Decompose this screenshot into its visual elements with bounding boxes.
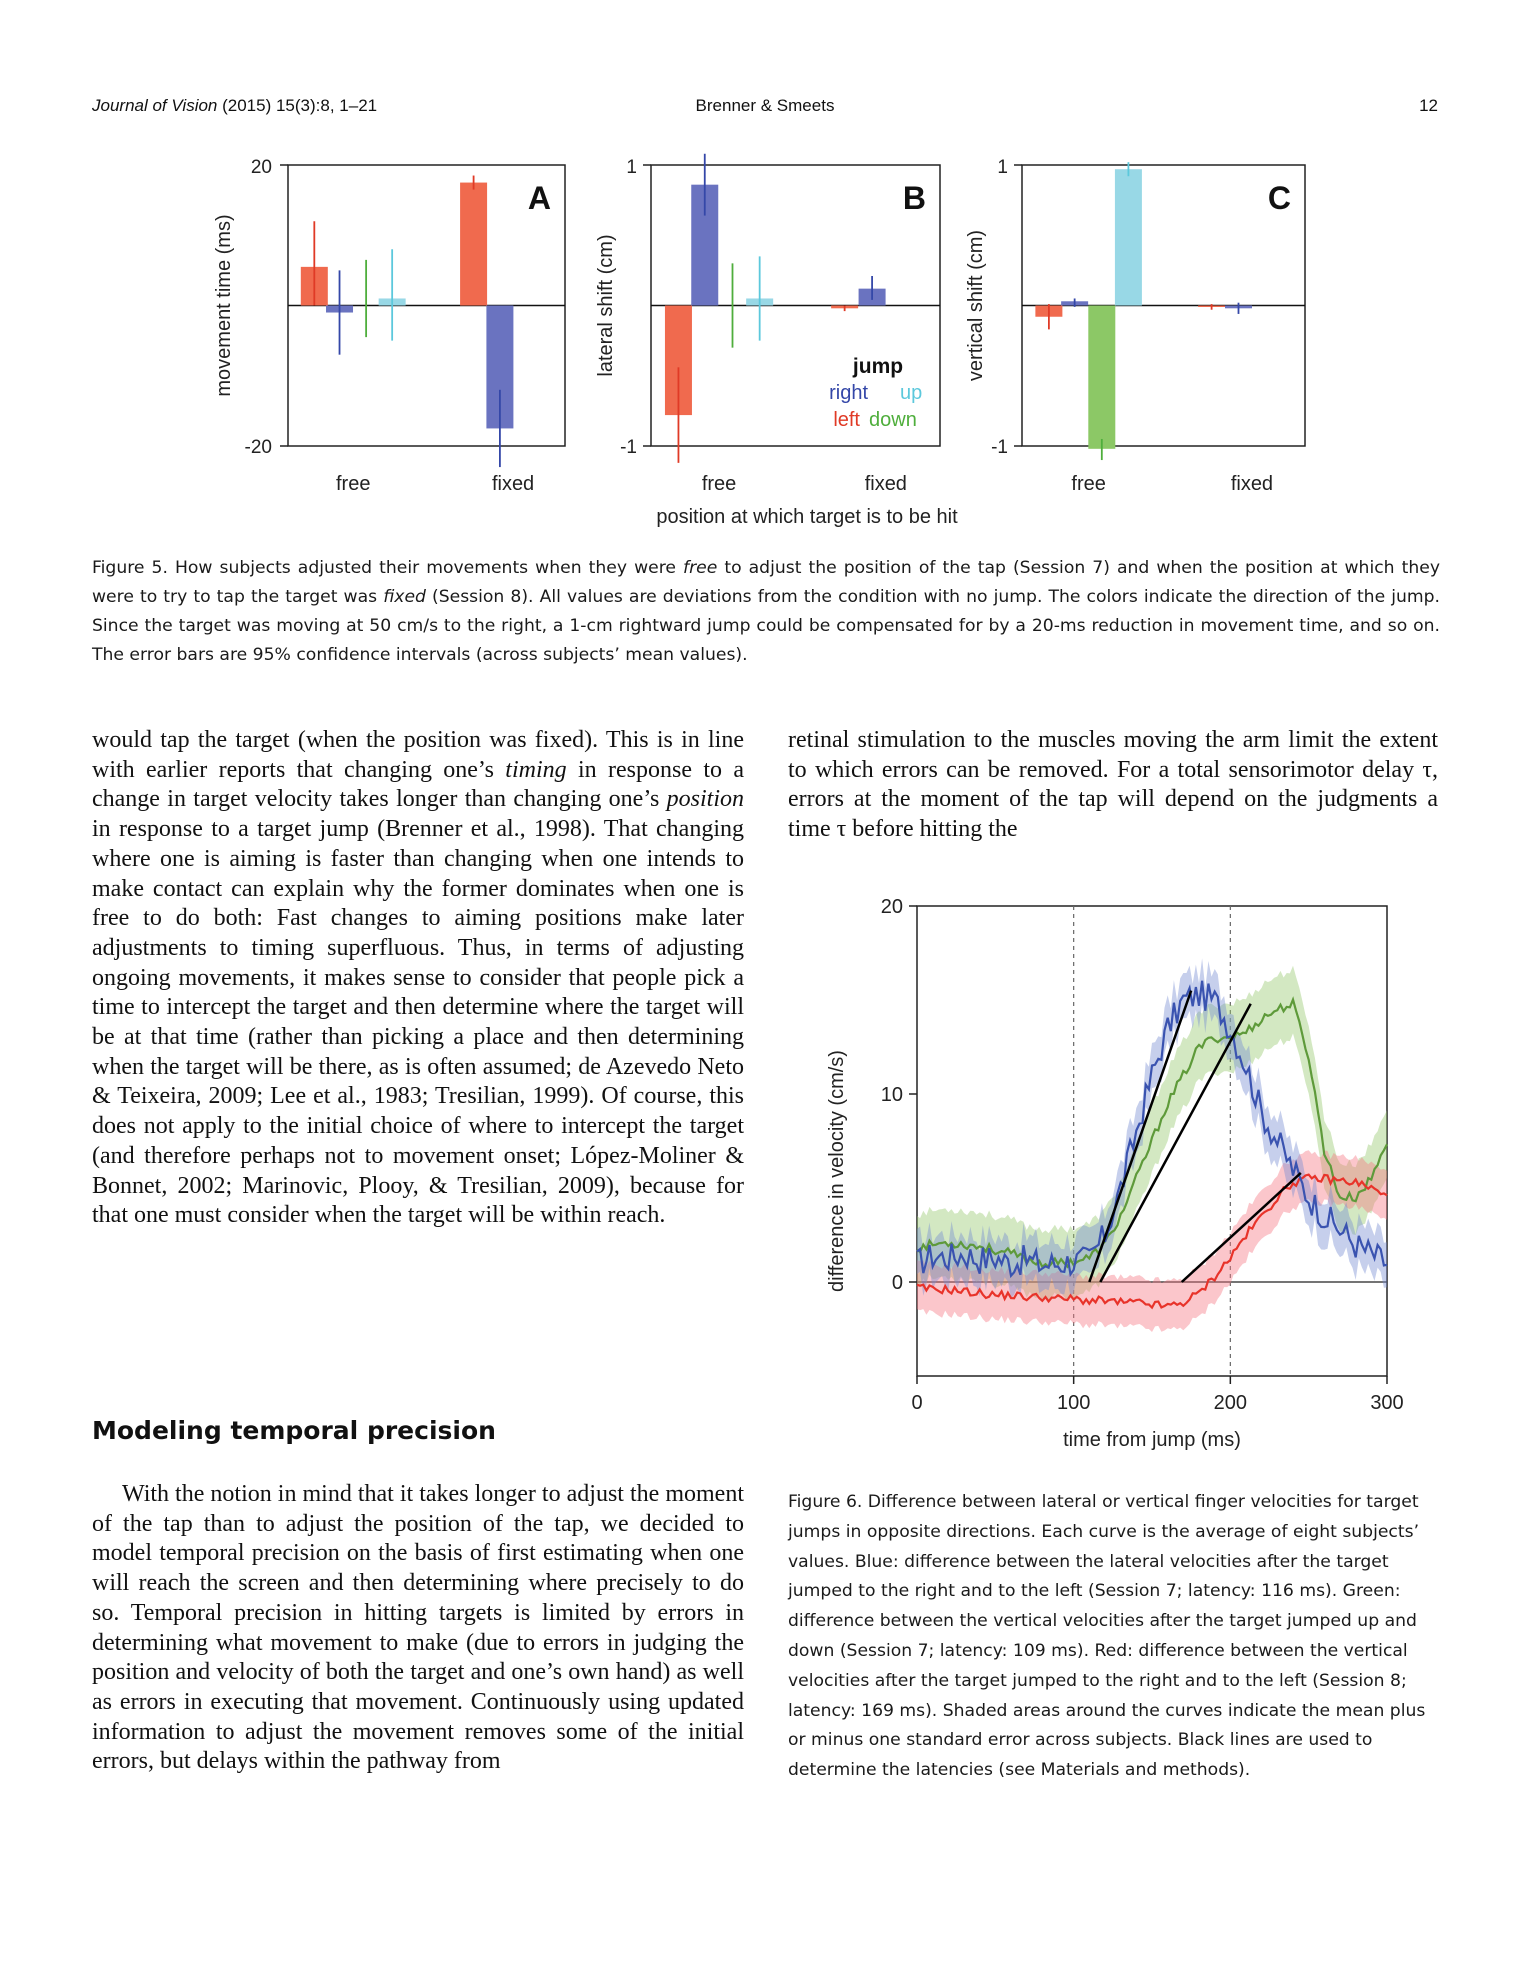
caption-fixed: fixed bbox=[383, 587, 426, 607]
fig6-frame bbox=[917, 906, 1387, 1376]
legend-title: jump bbox=[852, 355, 904, 378]
fig6-band-red bbox=[917, 1150, 1387, 1332]
left-column-paragraph-2: With the notion in mind that it takes longer to adjust the moment of the tap than to adjust the position of the tap, we decided to model temporal precision on the basis of first estimating when one will reach the screen and then determining where precisely to do so. Temporal precision in hitting targets is limited by errors in determining what movement to make (due to errors in judging the position and velocity of both the target and one’s own hand) as well as errors in executing that movement. Continuously using updated information to adjust the movement removes some of the initial errors, but delays within the pathway from bbox=[92, 1481, 744, 1775]
fig6-band-blue bbox=[917, 958, 1387, 1298]
fig6-band-green bbox=[917, 966, 1387, 1301]
fig6-ytick-label-10: 10 bbox=[880, 1084, 903, 1106]
fig6-line-blue bbox=[917, 981, 1387, 1276]
panel-c-letter: C bbox=[1267, 180, 1291, 216]
journal-citation: (2015) 15(3):8, 1–21 bbox=[222, 96, 378, 115]
panel-c-category-fixed: fixed bbox=[1230, 473, 1274, 495]
para-text-a: would tap the target (when the position was fixed). This is in line with earlier reports that changing one’s bbox=[92, 727, 744, 783]
panel-a-category-fixed: fixed bbox=[491, 473, 535, 495]
fig6-fit-line-3 bbox=[1182, 1173, 1301, 1282]
fig6-xtick-label-0: 0 bbox=[911, 1392, 923, 1414]
panel-b-ytick-bottom-label: -1 bbox=[620, 437, 637, 458]
panel-a-ylabel: movement time (ms) bbox=[213, 214, 235, 397]
figure-5-xlabel: position at which target is to be hit bbox=[656, 506, 958, 528]
fig6-xtick-label-300: 300 bbox=[1370, 1392, 1404, 1414]
panel-b-ytick-top-label: 1 bbox=[626, 157, 637, 178]
panel-c-category-free: free bbox=[1071, 473, 1106, 495]
fig6-line-red bbox=[917, 1175, 1387, 1308]
panel-b-category-fixed: fixed bbox=[864, 473, 907, 495]
fig6-fit-line-1 bbox=[1089, 991, 1191, 1282]
fig6-ytick-label-20: 20 bbox=[880, 896, 903, 918]
panel-a-letter: A bbox=[527, 180, 551, 216]
panel-c-ytick-bottom-label: -1 bbox=[991, 437, 1008, 458]
journal-name: Journal of Vision bbox=[92, 96, 218, 115]
panel-c-bar-down-free bbox=[1088, 306, 1115, 449]
fig6-xtick-label-200: 200 bbox=[1213, 1392, 1248, 1414]
panel-a-bar-left-fixed bbox=[460, 183, 487, 306]
right-column-paragraph-1: retinal stimulation to the muscles moving the arm limit the extent to which errors can be removed. For a total sensorimotor delay τ, errors at the moment of the tap will depend on the judgments a time τ before hitting the bbox=[788, 727, 1438, 843]
panel-b-letter: B bbox=[902, 180, 926, 216]
panel-b-ylabel: lateral shift (cm) bbox=[595, 234, 617, 377]
legend-up: up bbox=[900, 382, 923, 404]
authors-header: Brenner & Smeets bbox=[695, 96, 835, 115]
fig6-xtick-label-100: 100 bbox=[1056, 1392, 1091, 1414]
fig6-ylabel: difference in velocity (cm/s) bbox=[826, 1050, 848, 1292]
section-heading: Modeling temporal precision bbox=[92, 1416, 496, 1445]
caption-part-1: How subjects adjusted their movements when they were bbox=[167, 558, 684, 578]
panel-a-ytick-top-label: 20 bbox=[250, 157, 272, 178]
page-number: 12 bbox=[1419, 96, 1438, 115]
figure-5-label: Figure 5. bbox=[92, 558, 168, 578]
para-emph-position: position bbox=[666, 786, 744, 813]
panel-b-category-free: free bbox=[701, 473, 737, 495]
fig6-ytick-label-0: 0 bbox=[891, 1272, 903, 1294]
legend-right: right bbox=[829, 382, 868, 404]
legend-left: left bbox=[833, 409, 860, 431]
para-text-c: in response to a target jump (Brenner et al., 1998). That changing where one is aiming is faster than changing when one intends to make contact can explain why the former dominates when one is free to do both: Fast changes to aiming positions make later adjustments to timing superfluous. Thus, in terms of adjusting ongoing movements, it makes sense to consider that people pick a time to intercept the target and then determine where the target will be at that time (rather than picking a place and then determining when the target will be there, as is often assumed; de Azevedo Neto & Teixeira, 2009; Lee et al., 1983; Tresilian, 1999). Of course, this does not apply to the initial choice of where to intercept the target (and therefore perhaps not to movement onset; López-Moliner & Bonnet, 2002; Marinovic, Plooy, & Tresilian, 2009), because for that one must consider when the target will be within reach. bbox=[92, 816, 744, 1229]
fig6-xlabel: time from jump (ms) bbox=[1063, 1429, 1241, 1451]
figure-5-caption bbox=[92, 554, 1440, 670]
fig6-line-green bbox=[917, 1000, 1387, 1267]
para-emph-timing: timing bbox=[505, 756, 567, 783]
panel-c-ytick-top-label: 1 bbox=[997, 157, 1008, 178]
panel-a-category-free: free bbox=[335, 473, 371, 495]
left-column-paragraph-1 bbox=[92, 726, 744, 1231]
figure-6-caption: Figure 6. Difference between lateral or vertical finger velocities for target jumps in opposite directions. Each curve is the average of eight subjects’ values. Blue: difference between the lateral velocities after the target jumped to the right and to the left (Session 7; latency: 116 ms). Green: difference between the vertical velocities after the target jumped up and down (Session 7; latency: 109 ms). Red: difference between the vertical velocities after the target jumped to the right and to the left (Session 8; latency: 169 ms). Shaded areas around the curves indicate the mean plus or minus one standard error across subjects. Black lines are used to determine the latencies (see Materials and methods). bbox=[788, 1492, 1426, 1781]
panel-c-ylabel: vertical shift (cm) bbox=[965, 229, 987, 382]
fig6-fit-line-2 bbox=[1100, 1004, 1250, 1282]
figure-5 bbox=[0, 0, 1530, 540]
caption-part-2: to adjust the position of the tap (Session 7) and when the position at which they were to try to tap the target was bbox=[92, 558, 1440, 607]
para-text-b: in response to a change in target velocity takes longer than changing one’s bbox=[92, 756, 744, 813]
panel-a-ytick-bottom-label: -20 bbox=[244, 437, 272, 458]
caption-free: free bbox=[683, 558, 718, 578]
panel-c-bar-up-free bbox=[1115, 169, 1142, 305]
caption-part-3: (Session 8). All values are deviations from the condition with no jump. The colors indicate the direction of the jump. Since the target was moving at 50 cm/s to the right, a 1-cm rightward jump could be compensated for by a 20-ms reduction in movement time, and so on. The error bars are 95% confidence intervals (across subjects’ mean values). bbox=[92, 587, 1441, 665]
legend-down: down bbox=[869, 409, 917, 431]
